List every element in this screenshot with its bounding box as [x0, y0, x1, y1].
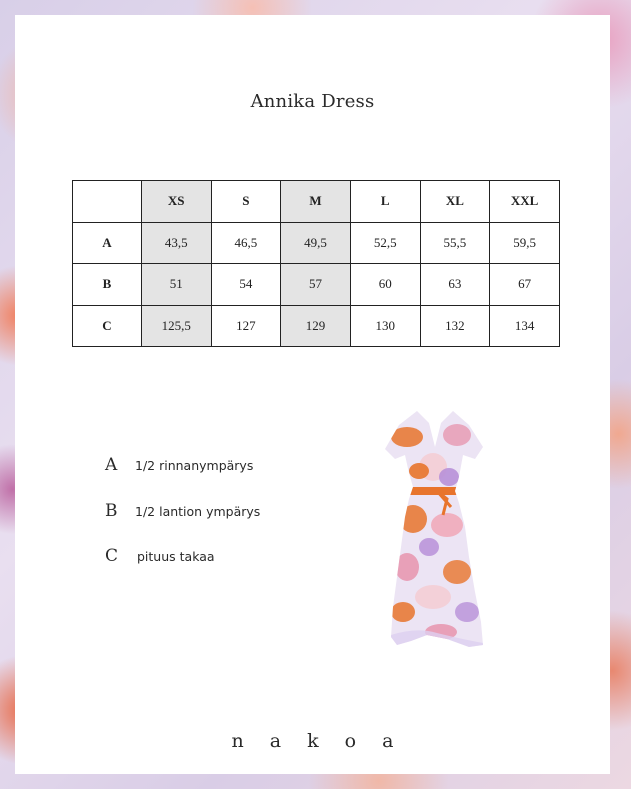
- legend-item-b: [105, 501, 260, 521]
- legend-letter: A: [105, 455, 118, 475]
- table-cell: 134: [490, 305, 560, 347]
- table-header-row: [73, 181, 560, 223]
- table-cell: 57: [281, 264, 351, 306]
- table-cell: 43,5: [141, 222, 211, 264]
- table-cell: 49,5: [281, 222, 351, 264]
- legend-letter: C: [105, 546, 119, 566]
- size-header-l: L: [350, 181, 420, 223]
- table-cell: 67: [490, 264, 560, 306]
- table-row: [73, 264, 560, 306]
- table-row: [73, 305, 560, 347]
- table-cell: 130: [350, 305, 420, 347]
- legend-item-a: [105, 455, 253, 475]
- dress-illustration: [377, 407, 495, 657]
- table-cell: 54: [211, 264, 281, 306]
- size-header-s: S: [211, 181, 281, 223]
- page-title: Annika Dress: [250, 91, 375, 112]
- legend-item-c: [105, 546, 215, 566]
- size-chart-page: [15, 15, 610, 774]
- row-label-a: A: [73, 222, 142, 264]
- legend-text: 1/2 lantion ympärys: [135, 504, 261, 519]
- table-cell: 52,5: [350, 222, 420, 264]
- table-cell: 63: [420, 264, 490, 306]
- legend-letter: B: [105, 501, 118, 521]
- table-cell: 51: [141, 264, 211, 306]
- size-header-xl: XL: [420, 181, 490, 223]
- table-row: [73, 222, 560, 264]
- table-cell: 129: [281, 305, 351, 347]
- table-cell: 46,5: [211, 222, 281, 264]
- table-cell: 132: [420, 305, 490, 347]
- size-header-xxl: XXL: [490, 181, 560, 223]
- size-header-xs: XS: [141, 181, 211, 223]
- table-cell: 60: [350, 264, 420, 306]
- legend-text: 1/2 rinnanympärys: [135, 458, 254, 473]
- legend-text: pituus takaa: [137, 549, 215, 564]
- table-cell: 59,5: [490, 222, 560, 264]
- row-label-b: B: [73, 264, 142, 306]
- row-label-c: C: [73, 305, 142, 347]
- table-cell: 127: [211, 305, 281, 347]
- size-header-m: M: [281, 181, 351, 223]
- brand-logo: n a k o a: [231, 730, 404, 752]
- size-table: [72, 180, 560, 347]
- table-cell: 125,5: [141, 305, 211, 347]
- table-cell: 55,5: [420, 222, 490, 264]
- dress-image: [377, 407, 495, 657]
- table-corner-cell: [73, 181, 142, 223]
